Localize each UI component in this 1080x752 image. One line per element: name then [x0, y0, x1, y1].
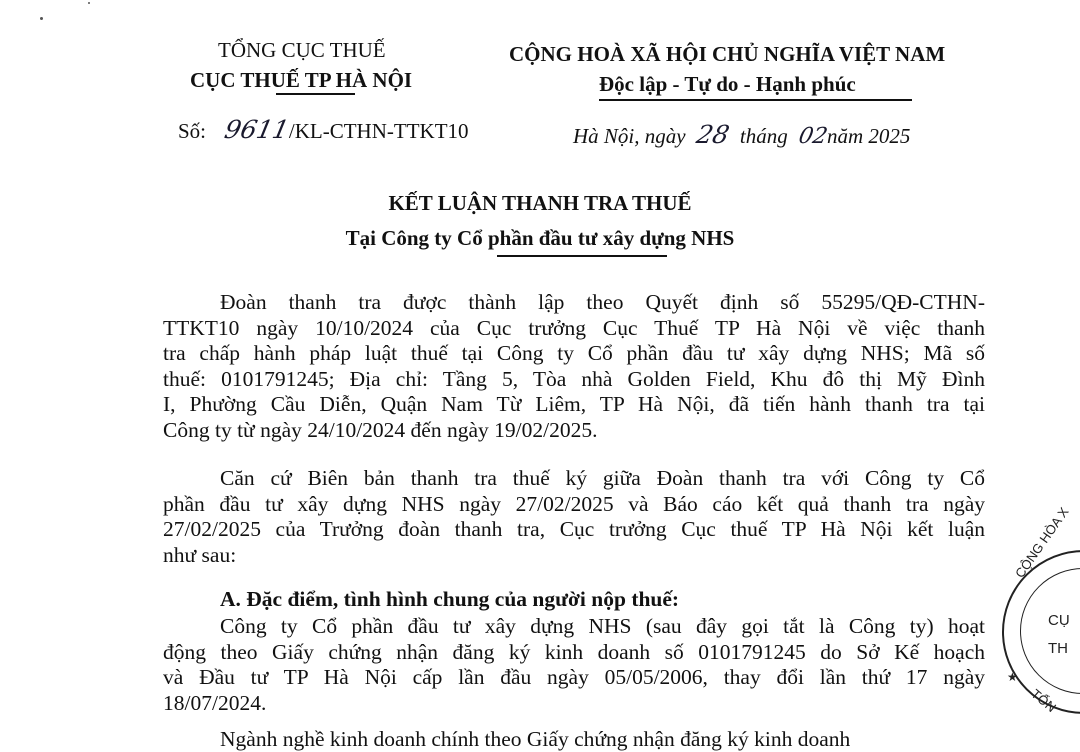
document-number	[178, 115, 469, 144]
paragraph-line: thuế: 0101791245; Địa chỉ: Tầng 5, Tòa nhà Golden Field, Khu đô thị Mỹ Đình	[163, 366, 985, 391]
paragraph-line: 27/02/2025 của Trưởng đoàn thanh tra, Cục trưởng Cục thuế TP Hà Nội kết luận	[163, 517, 985, 542]
department-name: CỤC THUẾ TP HÀ NỘI	[190, 68, 413, 92]
agency-name: TỔNG CỤC THUẾ	[218, 38, 386, 62]
paragraph-company-info	[163, 614, 985, 716]
number-suffix: /KL-CTHN-TTKT10	[288, 119, 469, 143]
motto-underline	[599, 99, 912, 101]
paragraph-line: Công ty Cổ phần đầu tư xây dựng NHS (sau đây gọi tắt là Công ty) hoạt	[220, 614, 985, 638]
subtitle-underline	[497, 255, 667, 257]
date-month-word: tháng	[739, 124, 788, 148]
paragraph-line: I, Phường Cầu Diễn, Quận Nam Từ Liêm, TP Hà Nội, đã tiến hành thanh tra tại	[163, 392, 985, 417]
paragraph-basis	[163, 466, 985, 568]
official-seal	[1002, 504, 1080, 716]
paragraph-line: phần đầu tư xây dựng NHS ngày 27/02/2025 và Báo cáo kết quả thanh tra ngày	[163, 491, 985, 516]
handwritten-number: 9611	[222, 115, 292, 144]
handwritten-month: 02	[796, 124, 830, 149]
paragraph-line: tra chấp hành pháp luật thuế tại Công ty Cổ phần đầu tư xây dựng NHS; Mã số	[163, 341, 985, 366]
paragraph-line: TTKT10 ngày 10/10/2024 của Cục trưởng Cục Thuế TP Hà Nội về việc thanh	[163, 315, 985, 340]
handwritten-day: 28	[693, 120, 732, 149]
section-a-heading: A. Đặc điểm, tình hình chung của người nộp thuế:	[220, 587, 680, 611]
seal-text-bottom: TỔN	[1028, 686, 1060, 716]
seal-inner-ring	[1020, 568, 1080, 694]
paragraph-line: và Đầu tư TP Hà Nội cấp lần đầu ngày 05/05/2006, thay đổi lần thứ 17 ngày	[163, 665, 985, 690]
paragraph-inspection-team	[163, 290, 985, 444]
paragraph-line: động theo Giấy chứng nhận đăng ký kinh doanh số 0101791245 do Sở Kế hoạch	[163, 639, 985, 664]
date-place: Hà Nội, ngày	[573, 124, 686, 148]
department-underline	[276, 93, 355, 95]
paragraph-line: Công ty từ ngày 24/10/2024 đến ngày 19/02/2025.	[163, 417, 598, 442]
paragraph-line: 18/07/2024.	[163, 690, 267, 715]
seal-text-inner-1: CỤ	[1048, 612, 1070, 629]
scan-speck	[88, 2, 90, 4]
issue-date	[573, 120, 910, 149]
paragraph-line: Căn cứ Biên bản thanh tra thuế ký giữa Đoàn thanh tra với Công ty Cổ	[220, 466, 985, 490]
paragraph-line: như sau:	[163, 542, 237, 567]
seal-text-top: CỘNG HÒA X	[1012, 504, 1072, 581]
document-title: KẾT LUẬN THANH TRA THUẾ	[388, 191, 692, 215]
cutoff-text-line: Ngành nghề kinh doanh chính theo Giấy chứng nhận đăng ký kinh doanh	[220, 727, 851, 751]
seal-text-inner-2: TH	[1048, 640, 1068, 657]
scan-speck	[40, 17, 43, 20]
country-name: CỘNG HOÀ XÃ HỘI CHỦ NGHĨA VIỆT NAM	[509, 42, 946, 66]
number-prefix: Số:	[178, 119, 207, 143]
national-motto: Độc lập - Tự do - Hạnh phúc	[599, 72, 856, 96]
seal-star-icon: ★	[1007, 670, 1018, 684]
document-subtitle: Tại Công ty Cổ phần đầu tư xây dựng NHS	[345, 226, 735, 250]
paragraph-line: Đoàn thanh tra được thành lập theo Quyết định số 55295/QĐ-CTHN-	[220, 290, 985, 314]
date-year: năm 2025	[826, 124, 911, 148]
